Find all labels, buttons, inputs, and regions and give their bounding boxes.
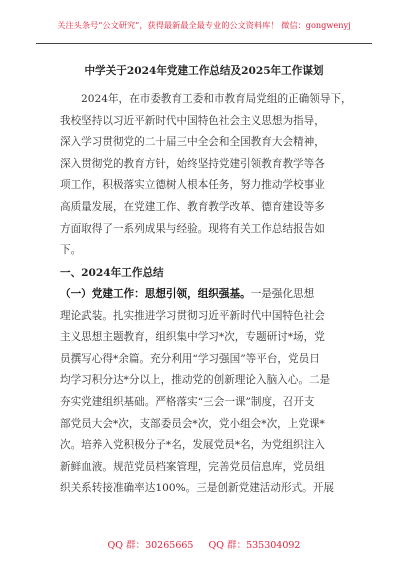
subsection-label: （一）党建工作：思想引领，组织强基。 (60, 288, 251, 300)
intro-line: 2024年，在市委教育工委和市教育局党组的正确领导下， (81, 93, 352, 105)
section-line: 均学习积分达*分以上，推动党的创新理论入脑入心。二是 (60, 374, 331, 387)
footer-contact (0, 537, 408, 551)
header-banner: 关注头条号“公文研究”，获得最新最全最专业的公文资料库！ 微信：gongwenyj (57, 20, 351, 30)
intro-paragraph (60, 89, 358, 262)
section-heading: 一、2024年工作总结 (60, 267, 164, 279)
intro-line: 方面取得了一系列成果与经验。现将有关工作总结报告如 (60, 222, 325, 235)
footer-qq-group-2: QQ 群：535304092 (208, 540, 301, 551)
intro-line: 高质量发展，在党建工作、教育教学改革、德育建设等多 (60, 200, 325, 213)
section-line: 织关系转接准确率达100%。三是创新党建活动形式。开展 (60, 482, 334, 495)
section-paragraph (60, 284, 358, 500)
intro-line: 我校坚持以习近平新时代中国特色社会主义思想为指导， (60, 114, 325, 127)
section-line: 员撰写心得*余篇。充分利用“学习强国”等平台，党员日 (60, 352, 320, 365)
section-line: 部党员大会*次，支部委员会*次，党小组会*次，上党课* (60, 417, 325, 430)
section-line: 主义思想主题教育，组织集中学习*次，专题研讨*场，党 (60, 331, 325, 344)
section-line: 新鲜血液。规范党员档案管理，完善党员信息库，党员组 (60, 460, 325, 473)
intro-line: 深入学习贯彻党的二十届三中全会和全国教育大会精神， (60, 136, 325, 149)
document-title: 中学关于2024年党建工作总结及2025年工作谋划 (84, 65, 324, 77)
intro-line: 项工作，积极落实立德树人根本任务，努力推动学校事业 (60, 179, 325, 192)
intro-line: 下。 (60, 244, 82, 257)
section-line: 次。培养入党积极分子*名，发展党员*名，为党组织注入 (60, 439, 325, 452)
section-first-line (60, 284, 358, 306)
section-line: 一是强化思想 (250, 288, 315, 300)
section-line: 夯实党建组织基础。严格落实“三会一课”制度，召开支 (60, 395, 315, 408)
section-line: 理论武装。扎实推进学习贯彻习近平新时代中国特色社会 (60, 309, 325, 322)
header-divider (36, 43, 372, 44)
intro-line: 深入贯彻党的教育方针，始终坚持党建引领教育教学等各 (60, 157, 325, 170)
footer-qq-group-1: QQ 群：30265665 (107, 540, 194, 551)
